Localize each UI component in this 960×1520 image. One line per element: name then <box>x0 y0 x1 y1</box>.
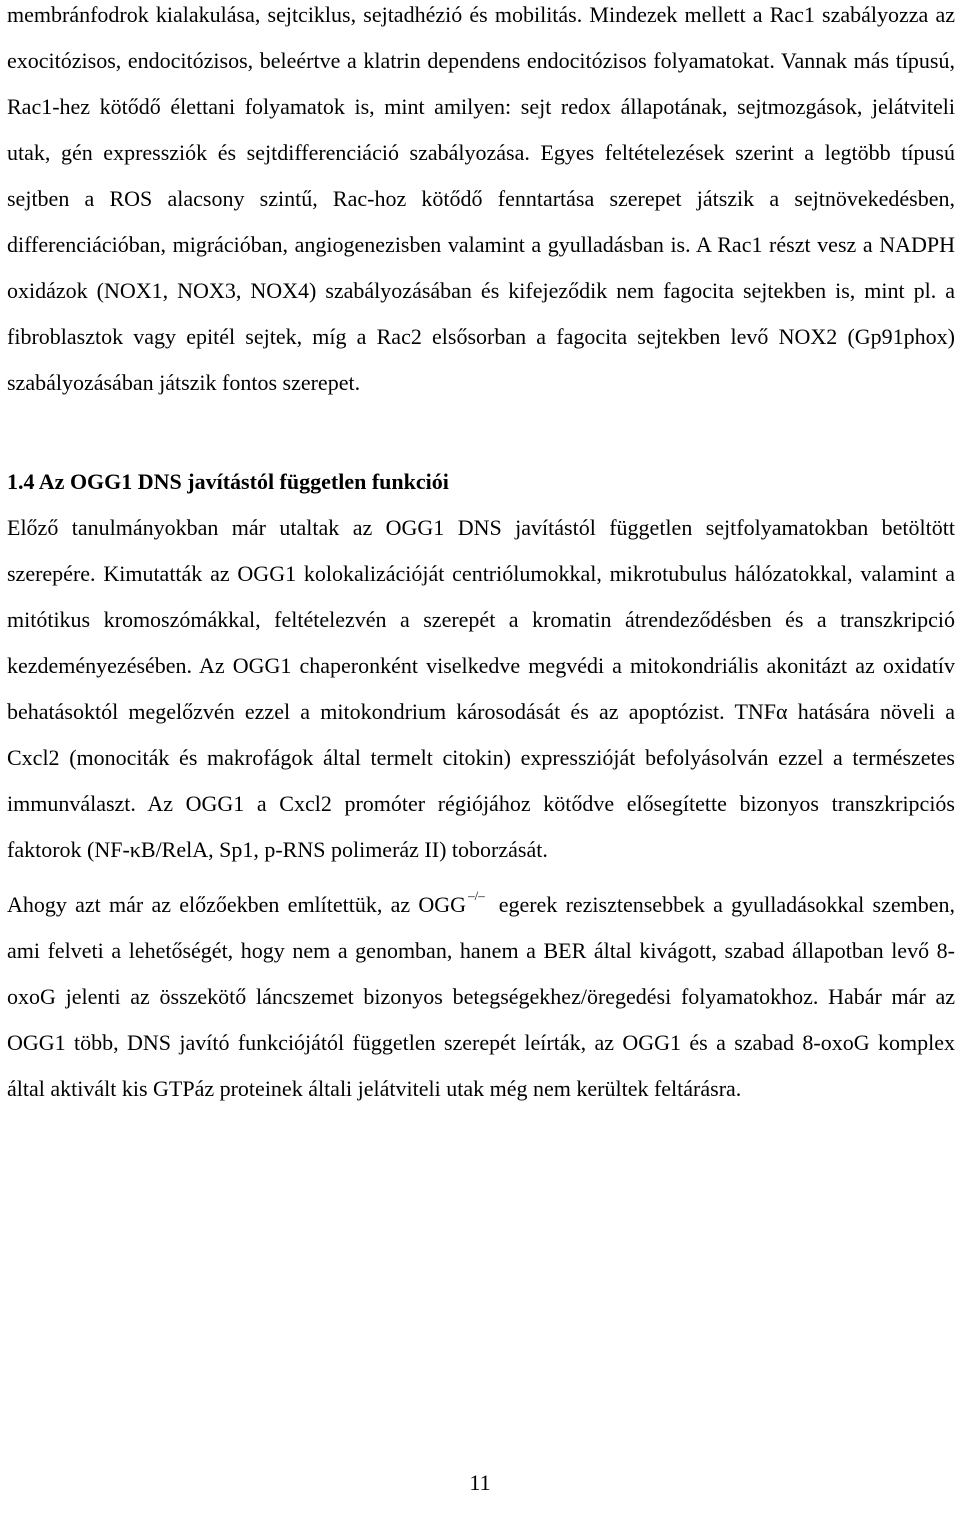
paragraph-text-start: Ahogy azt már az előzőekben említettük, az OGG <box>7 892 467 917</box>
knockout-superscript: –/– <box>468 888 485 903</box>
paragraph-ogg1-mice <box>7 873 955 1112</box>
paragraph-rac1: membránfodrok kialakulása, sejtciklus, sejtadhézió és mobilitás. Mindezek mellett a Rac1 szabályozza az exocitózisos, endocitózisos, beleértve a klatrin dependens endocitózisos folyamatokat. Vannak más típusú, Rac1-hez kötődő élettani folyamatok is, mint amilyen: sejt redox állapotának, sejtmozgások, jelátviteli utak, gén expressziók és sejtdifferenciáció szabályozása. Egyes feltételezések szerint a legtöbb típusú sejtben a ROS alacsony szintű, Rac-hoz kötődő fenntartása szerepet játszik a sejtnövekedésben, differenciációban, migrációban, angiogenezisben valamint a gyulladásban is. A Rac1 részt vesz a NADPH oxidázok (NOX1, NOX3, NOX4) szabályozásában és kifejeződik nem fagocita sejtekben is, mint pl. a fibroblasztok vagy epitél sejtek, míg a Rac2 elsősorban a fagocita sejtekben levő NOX2 (Gp91phox) szabályozásában játszik fontos szerepet. <box>7 2 955 395</box>
document-page <box>7 0 955 1112</box>
section-heading: 1.4 Az OGG1 DNS javítástól független funkciói <box>7 469 449 494</box>
paragraph-ogg1-functions: Előző tanulmányokban már utaltak az OGG1 DNS javítástól független sejtfolyamatokban betöltött szerepére. Kimutatták az OGG1 kolokalizációját centriólumokkal, mikrotubulus hálózatokkal, valamint a mitótikus kromoszómákkal, feltételezvén a szerepét a kromatin átrendeződésben és a transzkripció kezdeményezésében. Az OGG1 chaperonként viselkedve megvédi a mitokondriális akonitázt az oxidatív behatásoktól megelőzvén ezzel a mitokondrium károsodását és az apoptózist. TNFα hatására növeli a Cxcl2 (monociták és makrofágok által termelt citokin) expresszióját befolyásolván ezzel a természetes immunválaszt. Az OGG1 a Cxcl2 promóter régiójához kötődve elősegítette bizonyos transzkripciós faktorok (NF-κB/RelA, Sp1, p-RNS polimeráz II) toborzását. <box>7 515 955 862</box>
page-number: 11 <box>469 1470 491 1495</box>
paragraph-text-end: egerek rezisztensebbek a gyulladásokkal szemben, ami felveti a lehetőségét, hogy nem a genomban, hanem a BER által kivágott, szabad állapotban levő 8-oxoG jelenti az összekötő láncszemet bizonyos betegségekhez/öregedési folyamatokhoz. Habár már az OGG1 több, DNS javító funkciójától független szerepét leírták, az OGG1 és a szabad 8-oxoG komplex által aktivált kis GTPáz proteinek általi jelátviteli utak még nem kerültek feltárásra. <box>7 892 956 1101</box>
